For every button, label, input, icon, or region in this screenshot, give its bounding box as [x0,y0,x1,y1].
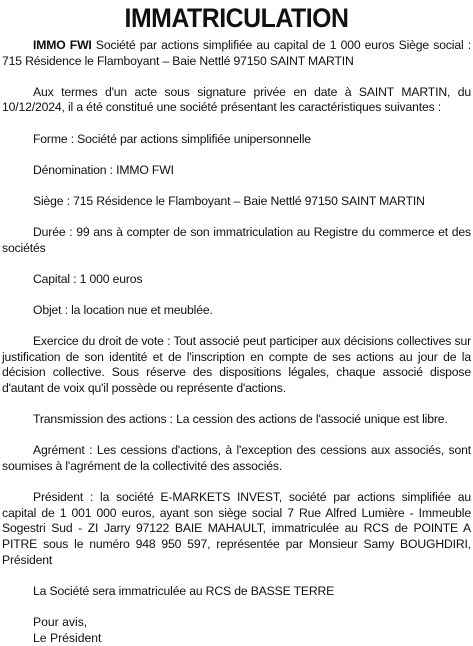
siege-paragraph: Siège : 715 Résidence le Flamboyant – Baie Nettlé 97150 SAINT MARTIN [33,193,425,208]
forme-paragraph: Forme : Société par actions simplifiée unipersonnelle [33,131,311,146]
intro-paragraph [2,38,471,69]
denomination-paragraph: Dénomination : IMMO FWI [33,162,174,177]
vote-paragraph: Exercice du droit de vote : Tout associé peut participer aux décisions collectives sur justification de son identité et de l'inscription en compte de ses actions au jour de la décision collective. Sous réserve des dispositions légales, chaque associé dispose d'autant de voix qu'il possède ou représente d'actions. [2,334,471,396]
acte-paragraph: Aux termes d'un acte sous signature privée en date à SAINT MARTIN, du 10/12/2024, il a été constitué une société présentant les caractéristiques suivantes : [2,84,471,115]
objet-paragraph: Objet : la location nue et meublée. [33,303,213,318]
agrement-paragraph: Agrément : Les cessions d'actions, à l'exception des cessions aux associés, sont soumises à l'agrément de la collectivité des associés. [2,443,471,474]
closing-signatory: Le Président [33,630,102,645]
president-paragraph: Président : la société E-MARKETS INVEST, société par actions simplifiée au capital de 1 001 000 euros, ayant son siège social 7 Rue Alfred Lumière - Immeuble Sogestri Sud - ZI Jarry 97122 BAIE MAHAULT, immatriculée au RCS de POINTE A PITRE sous le numéro 948 950 597, représentée par Monsieur Samy BOUGHDIRI, Président [2,490,471,567]
transmission-paragraph: Transmission des actions : La cession des actions de l'associé unique est libre. [33,412,448,427]
intro-text: Société par actions simplifiée au capital de 1 000 euros Siège social : 715 Résidence le Flamboyant – Baie Nettlé 97150 SAINT MARTIN [2,38,471,68]
rcs-paragraph: La Société sera immatriculée au RCS de BASSE TERRE [33,583,335,598]
duree-paragraph: Durée : 99 ans à compter de son immatriculation au Registre du commerce et des sociétés [2,225,471,255]
closing-pour-avis: Pour avis, [33,614,88,629]
capital-paragraph: Capital : 1 000 euros [33,271,143,286]
company-name: IMMO FWI [33,38,92,52]
notice-title: IMMATRICULATION [124,3,349,33]
